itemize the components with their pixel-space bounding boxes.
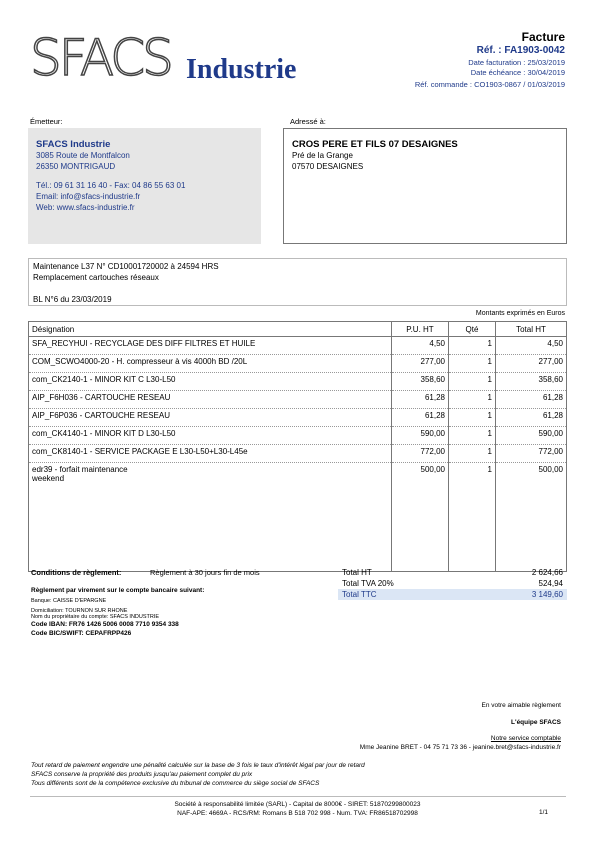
recipient-label: Adressé à: xyxy=(290,117,326,126)
issuer-box xyxy=(28,128,261,244)
currency-note: Montants exprimés en Euros xyxy=(475,310,565,317)
row-quantity: 1 xyxy=(449,355,496,373)
col-unit-price: P.U. HT xyxy=(392,322,449,337)
description-line-2: Remplacement cartouches réseaux xyxy=(33,273,159,282)
row-designation: COM_SCWO4000-20 - H. compresseur à vis 4000h BD /20L xyxy=(29,355,392,373)
totals-block xyxy=(338,567,567,600)
table-row xyxy=(29,373,567,391)
signature-contact: Mme Jeanine BRET - 04 75 71 73 36 - jeanine.bret@sfacs-industrie.fr xyxy=(359,744,561,751)
row-unit-price: 772,00 xyxy=(392,445,449,463)
order-reference: Réf. commande : CO1903-0867 / 01/03/2019 xyxy=(414,80,565,89)
signature-team: L'équipe SFACS xyxy=(511,719,561,726)
row-total: 500,00 xyxy=(496,463,567,572)
company-logo: SFACS xyxy=(30,29,171,87)
footer-registration: NAF-APE: 4669A - RCS/RM: Romans B 518 702 998 - Num. TVA: FR86518702998 xyxy=(177,810,418,817)
row-unit-price: 61,28 xyxy=(392,391,449,409)
recipient-address-1: Pré de la Grange xyxy=(292,151,353,160)
table-row xyxy=(29,445,567,463)
total-ht-row xyxy=(338,567,567,578)
payment-terms-value: Règlement à 30 jours fin de mois xyxy=(150,568,260,577)
row-total: 772,00 xyxy=(496,445,567,463)
issuer-label: Émetteur: xyxy=(30,117,63,126)
row-quantity: 1 xyxy=(449,463,496,572)
invoice-reference: Réf. : FA1903-0042 xyxy=(476,45,565,56)
table-row xyxy=(29,337,567,355)
items-table xyxy=(28,321,567,572)
row-unit-price: 4,50 xyxy=(392,337,449,355)
table-row xyxy=(29,463,567,572)
row-quantity: 1 xyxy=(449,427,496,445)
row-designation: AIP_F6H036 - CARTOUCHE RESEAU xyxy=(29,391,392,409)
signature-service: Notre service comptable xyxy=(490,735,561,742)
description-line-3: BL N°6 du 23/03/2019 xyxy=(33,295,112,304)
bic-swift: Code BIC/SWIFT: CEPAFRPP426 xyxy=(31,630,132,637)
signature-greeting: En votre aimable règlement xyxy=(481,702,561,709)
total-ht-value: 2 624,66 xyxy=(531,568,563,577)
bank-name: Banque: CAISSE D'EPARGNE xyxy=(31,598,107,604)
legal-notes xyxy=(31,761,365,788)
total-ttc-label: Total TTC xyxy=(342,590,377,599)
company-logo-subtitle: Industrie xyxy=(186,54,297,85)
account-owner: Nom du propriétaire du compte: SFACS INDUSTRIE xyxy=(31,614,160,620)
row-quantity: 1 xyxy=(449,445,496,463)
row-quantity: 1 xyxy=(449,391,496,409)
col-total: Total HT xyxy=(496,322,567,337)
row-designation: SFA_RECYHUI - RECYCLAGE DES DIFF FILTRES ET HUILE xyxy=(29,337,392,355)
row-quantity: 1 xyxy=(449,337,496,355)
total-tva-value: 524,94 xyxy=(538,579,563,588)
issuer-name: SFACS Industrie xyxy=(36,139,111,150)
row-designation-line-1: edr39 - forfait maintenance xyxy=(32,465,128,474)
total-ht-label: Total HT xyxy=(342,568,372,577)
row-total: 358,60 xyxy=(496,373,567,391)
row-designation: com_CK8140-1 - SERVICE PACKAGE E L30-L50+L30-L45e xyxy=(29,445,392,463)
row-unit-price: 277,00 xyxy=(392,355,449,373)
issuer-address-1: 3085 Route de Montfalcon xyxy=(36,151,130,160)
row-quantity: 1 xyxy=(449,409,496,427)
recipient-address-2: 07570 DESAIGNES xyxy=(292,162,364,171)
footer-company-info: Société à responsabilité limitée (SARL) - Capital de 8000€ - SIRET: 51870299800023 xyxy=(174,801,421,808)
table-header-row xyxy=(29,322,567,337)
row-unit-price: 358,60 xyxy=(392,373,449,391)
total-ttc-row xyxy=(338,589,567,600)
invoice-header xyxy=(415,30,565,90)
col-quantity: Qté xyxy=(449,322,496,337)
jurisdiction-note: Tous différents sont de la compétence exclusive du tribunal de commerce du siège social de SFACS xyxy=(31,780,320,787)
table-row xyxy=(29,409,567,427)
late-payment-note: Tout retard de paiement engendre une pénalité calculée sur la base de 3 fois le taux d'intérêt légal par jour de retard xyxy=(31,762,365,769)
billing-date: Date facturation : 25/03/2019 xyxy=(468,58,565,67)
property-note: SFACS conserve la propriété des produits jusqu'au paiement complet du prix xyxy=(31,771,253,778)
due-date: Date échéance : 30/04/2019 xyxy=(470,67,565,77)
row-designation-line-2: weekend xyxy=(32,474,65,483)
signature-block xyxy=(360,701,561,752)
description-line-1: Maintenance L37 N° CD10001720002 à 24594 HRS xyxy=(33,262,219,271)
page-footer xyxy=(0,800,595,818)
row-quantity: 1 xyxy=(449,373,496,391)
document-title: Facture xyxy=(521,30,565,44)
recipient-box xyxy=(283,128,567,244)
row-total: 590,00 xyxy=(496,427,567,445)
row-unit-price: 590,00 xyxy=(392,427,449,445)
col-designation: Désignation xyxy=(29,322,392,337)
issuer-address-2: 26350 MONTRIGAUD xyxy=(36,162,116,171)
row-total: 61,28 xyxy=(496,409,567,427)
total-tva-label: Total TVA 20% xyxy=(342,579,394,588)
iban: Code IBAN: FR76 1426 5006 0008 7710 9354 338 xyxy=(31,621,179,628)
footer-divider xyxy=(30,796,566,797)
issuer-email: Email: info@sfacs-industrie.fr xyxy=(36,192,141,201)
row-total: 277,00 xyxy=(496,355,567,373)
total-tva-row xyxy=(338,578,567,589)
bank-domiciliation: Domiciliation: TOURNON SUR RHONE xyxy=(31,608,128,614)
issuer-phone: Tél.: 09 61 31 16 40 - Fax: 04 86 55 63 01 xyxy=(36,181,186,190)
table-row xyxy=(29,391,567,409)
row-unit-price: 500,00 xyxy=(392,463,449,572)
page-number: 1/1 xyxy=(538,809,548,816)
row-designation: com_CK2140-1 - MINOR KIT C L30-L50 xyxy=(29,373,392,391)
recipient-name: CROS PERE ET FILS 07 DESAIGNES xyxy=(292,139,458,150)
row-designation: com_CK4140-1 - MINOR KIT D L30-L50 xyxy=(29,427,392,445)
row-designation: AIP_F6P036 - CARTOUCHE RESEAU xyxy=(29,409,392,427)
row-total: 61,28 xyxy=(496,391,567,409)
row-total: 4,50 xyxy=(496,337,567,355)
issuer-website: Web: www.sfacs-industrie.fr xyxy=(36,203,135,212)
table-row xyxy=(29,427,567,445)
bank-transfer-label: Règlement par virement sur le compte bancaire suivant: xyxy=(31,587,205,594)
row-unit-price: 61,28 xyxy=(392,409,449,427)
total-ttc-value: 3 149,60 xyxy=(531,590,563,599)
row-designation xyxy=(29,463,392,572)
invoice-description xyxy=(28,258,567,306)
table-row xyxy=(29,355,567,373)
payment-terms-label: Conditions de règlement: xyxy=(31,568,122,577)
